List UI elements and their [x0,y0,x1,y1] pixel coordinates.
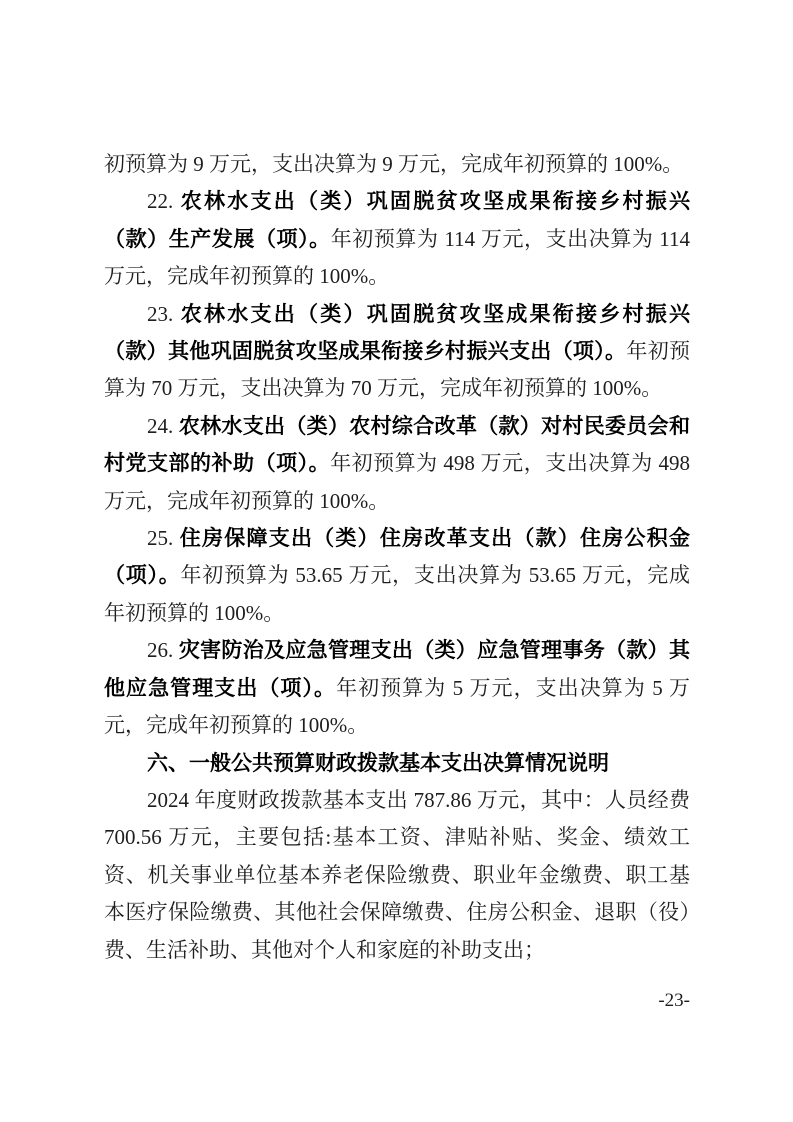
bold-text-run: 六、一般公共预算财政拨款基本支出决算情况说明 [147,751,609,775]
paragraph [104,183,690,295]
paragraph [104,632,690,744]
paragraph [104,408,690,520]
bold-text-run: 农林水支出（类）农村综合改革（款）对村民委员会和村党支部的补助（项）。 [104,413,690,476]
bold-text-run: 农林水支出（类）巩固脱贫攻坚成果衔接乡村振兴（款）生产发展（项）。 [104,189,690,251]
document-body [104,146,690,969]
text-run: 年初预算为 114 万元，支出决算为 114 万元，完成年初预算的 100%。 [104,226,690,289]
text-run: 年初预算为 53.65 万元，支出决算为 53.65 万元，完成年初预算的 100%。 [104,563,691,625]
text-run: 2024 年度财政拨款基本支出 787.86 万元，其中：人员经费 700.56 万元，主要包括:基本工资、津贴补贴、奖金、绩效工资、机关事业单位基本养老保险缴费、职业年金缴费、职工基本医疗保险缴费、其他社会保障缴费、住房公积金、退职（役）费、生活补助、其他对个人和家庭的补助支出； [104,787,690,962]
text-run: 初预算为 9 万元，支出决算为 9 万元，完成年初预算的 100%。 [104,152,684,176]
text-run: 年初预算为 5 万元，支出决算为 5 万元，完成年初预算的 100%。 [104,675,691,738]
text-run: 26. [147,638,179,663]
paragraph [104,520,690,632]
bold-text-run: 农林水支出（类）巩固脱贫攻坚成果衔接乡村振兴（款）其他巩固脱贫攻坚成果衔接乡村振兴支出（项）。 [104,301,690,364]
text-run: 年初预算为 70 万元，支出决算为 70 万元，完成年初预算的 100%。 [104,339,691,401]
paragraph [104,296,690,408]
page-number: -23- [658,990,690,1011]
text-run: 24. [147,413,179,438]
text-run: 年初预算为 498 万元，支出决算为 498 万元，完成年初预算的 100%。 [104,451,691,513]
text-run: 23. [147,301,181,326]
text-run: 22. [147,189,181,214]
paragraph [104,146,690,183]
text-run: 25. [147,526,180,551]
section-heading [104,745,690,782]
paragraph [104,782,690,969]
bold-text-run: 住房保障支出（类）住房改革支出（款）住房公积金（项）。 [104,526,691,588]
bold-text-run: 灾害防治及应急管理支出（类）应急管理事务（款）其他应急管理支出（项）。 [104,638,690,700]
